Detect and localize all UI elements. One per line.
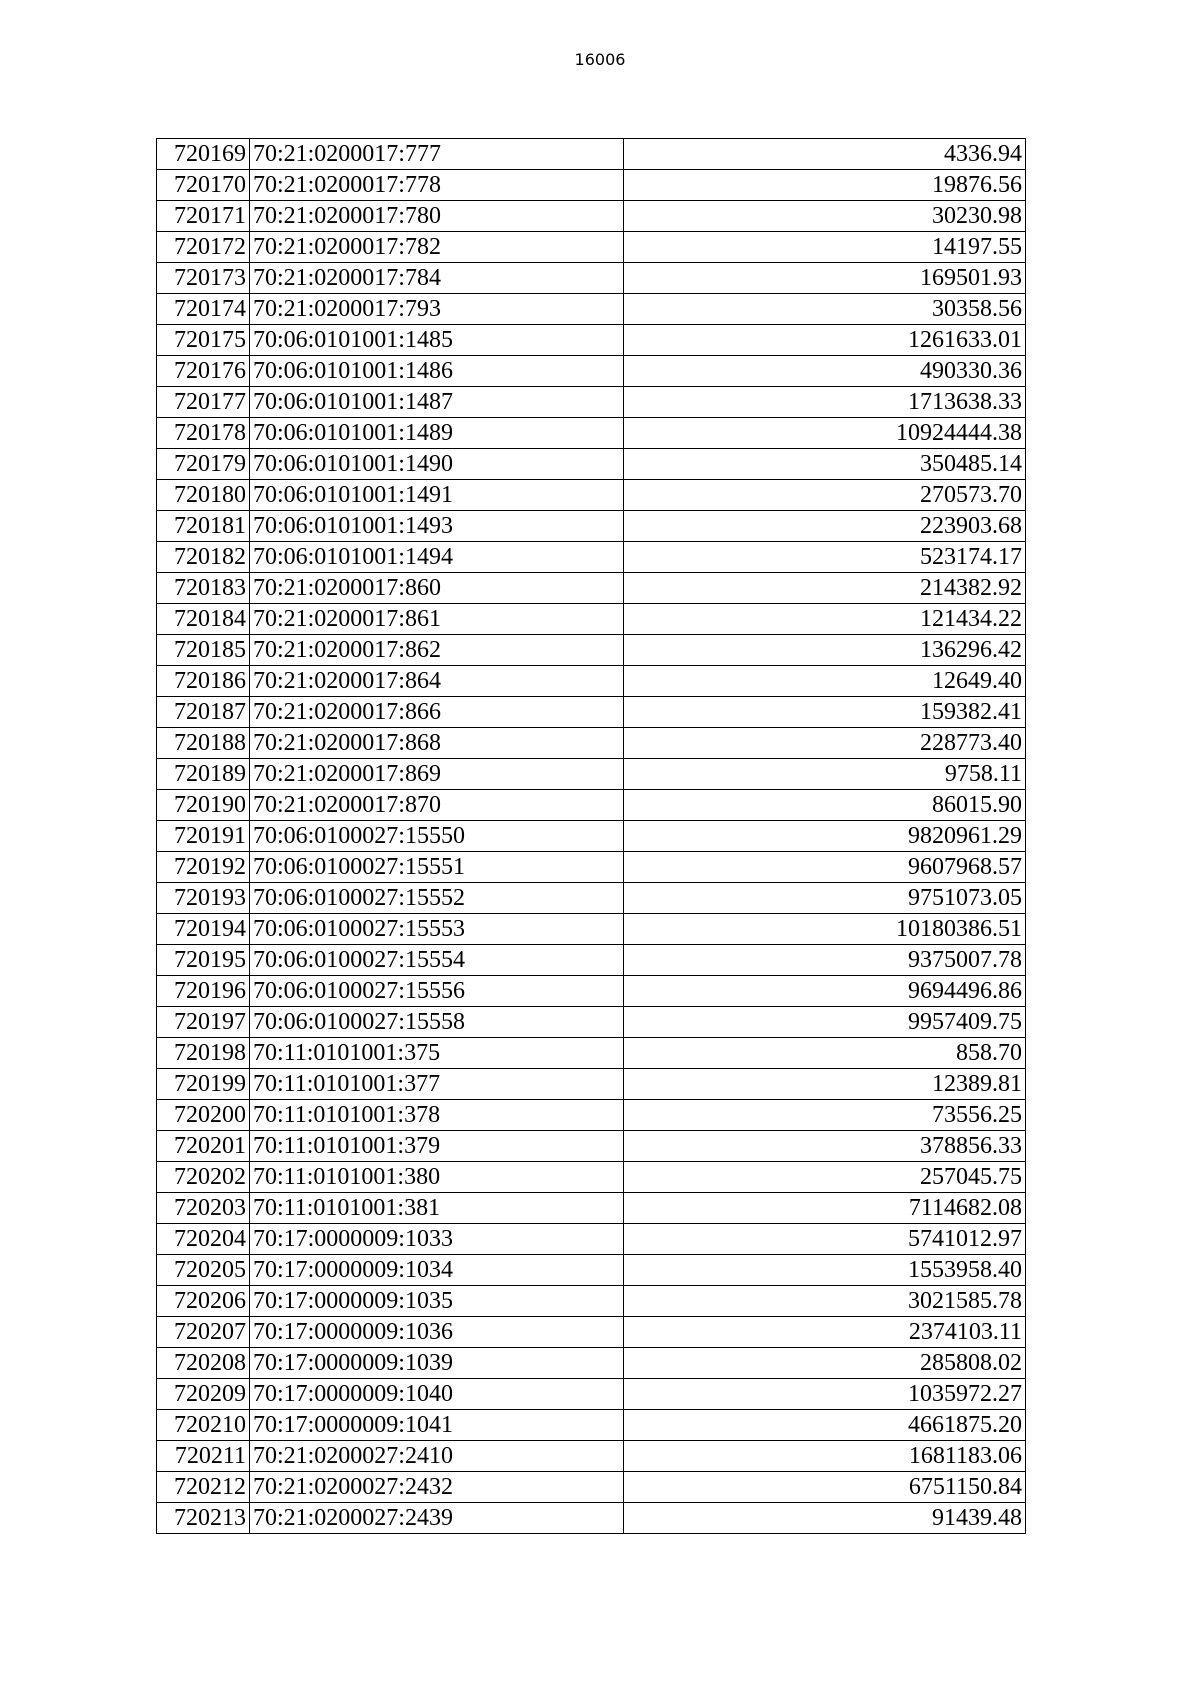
table-row (157, 1007, 1026, 1038)
table-row (157, 790, 1026, 821)
table-row (157, 1441, 1026, 1472)
cadastral-number-cell: 70:21:0200017:869 (249, 759, 623, 790)
cadastral-number-cell: 70:17:0000009:1034 (249, 1255, 623, 1286)
table-row (157, 1503, 1026, 1534)
cadastral-value-cell: 1713638.33 (623, 387, 1025, 418)
table-row (157, 666, 1026, 697)
cadastral-number-cell: 70:11:0101001:379 (249, 1131, 623, 1162)
cadastral-value-cell: 14197.55 (623, 232, 1025, 263)
cadastral-number-cell: 70:21:0200017:778 (249, 170, 623, 201)
table-row (157, 1162, 1026, 1193)
table-row (157, 976, 1026, 1007)
cadastral-number-cell: 70:11:0101001:378 (249, 1100, 623, 1131)
row-number-cell: 720176 (157, 356, 250, 387)
row-number-cell: 720184 (157, 604, 250, 635)
cadastral-value-cell: 4661875.20 (623, 1410, 1025, 1441)
table-row (157, 449, 1026, 480)
cadastral-value-cell: 7114682.08 (623, 1193, 1025, 1224)
row-number-cell: 720177 (157, 387, 250, 418)
cadastral-value-cell: 9694496.86 (623, 976, 1025, 1007)
row-number-cell: 720203 (157, 1193, 250, 1224)
cadastral-number-cell: 70:21:0200017:862 (249, 635, 623, 666)
row-number-cell: 720210 (157, 1410, 250, 1441)
row-number-cell: 720196 (157, 976, 250, 1007)
row-number-cell: 720212 (157, 1472, 250, 1503)
row-number-cell: 720201 (157, 1131, 250, 1162)
table-row (157, 1286, 1026, 1317)
cadastral-number-cell: 70:21:0200017:870 (249, 790, 623, 821)
cadastral-value-cell: 136296.42 (623, 635, 1025, 666)
cadastral-value-cell: 30358.56 (623, 294, 1025, 325)
table-row (157, 325, 1026, 356)
cadastral-value-cell: 3021585.78 (623, 1286, 1025, 1317)
table-row (157, 728, 1026, 759)
cadastral-number-cell: 70:21:0200017:861 (249, 604, 623, 635)
cadastral-value-cell: 858.70 (623, 1038, 1025, 1069)
row-number-cell: 720173 (157, 263, 250, 294)
table-row (157, 1379, 1026, 1410)
row-number-cell: 720197 (157, 1007, 250, 1038)
cadastral-value-cell: 86015.90 (623, 790, 1025, 821)
cadastral-value-cell: 214382.92 (623, 573, 1025, 604)
row-number-cell: 720178 (157, 418, 250, 449)
table-row (157, 1193, 1026, 1224)
cadastral-value-cell: 490330.36 (623, 356, 1025, 387)
cadastral-value-cell: 73556.25 (623, 1100, 1025, 1131)
table-row (157, 697, 1026, 728)
cadastral-number-cell: 70:11:0101001:380 (249, 1162, 623, 1193)
row-number-cell: 720207 (157, 1317, 250, 1348)
cadastral-value-cell: 9957409.75 (623, 1007, 1025, 1038)
cadastral-value-cell: 10924444.38 (623, 418, 1025, 449)
cadastral-number-cell: 70:06:0101001:1489 (249, 418, 623, 449)
row-number-cell: 720208 (157, 1348, 250, 1379)
cadastral-number-cell: 70:06:0100027:15551 (249, 852, 623, 883)
cadastral-number-cell: 70:21:0200017:780 (249, 201, 623, 232)
cadastral-value-cell: 350485.14 (623, 449, 1025, 480)
table-row (157, 635, 1026, 666)
cadastral-value-cell: 257045.75 (623, 1162, 1025, 1193)
cadastral-value-cell: 1681183.06 (623, 1441, 1025, 1472)
cadastral-number-cell: 70:11:0101001:377 (249, 1069, 623, 1100)
cadastral-number-cell: 70:06:0100027:15552 (249, 883, 623, 914)
cadastral-number-cell: 70:21:0200017:868 (249, 728, 623, 759)
row-number-cell: 720191 (157, 821, 250, 852)
cadastral-value-cell: 9375007.78 (623, 945, 1025, 976)
row-number-cell: 720169 (157, 139, 250, 170)
table-row (157, 201, 1026, 232)
table-row (157, 1131, 1026, 1162)
cadastral-value-cell: 2374103.11 (623, 1317, 1025, 1348)
cadastral-number-cell: 70:06:0101001:1485 (249, 325, 623, 356)
cadastral-number-cell: 70:17:0000009:1040 (249, 1379, 623, 1410)
cadastral-number-cell: 70:06:0100027:15554 (249, 945, 623, 976)
row-number-cell: 720187 (157, 697, 250, 728)
cadastral-number-cell: 70:06:0100027:15558 (249, 1007, 623, 1038)
cadastral-number-cell: 70:11:0101001:375 (249, 1038, 623, 1069)
cadastral-number-cell: 70:11:0101001:381 (249, 1193, 623, 1224)
table-row (157, 1255, 1026, 1286)
cadastral-value-cell: 9758.11 (623, 759, 1025, 790)
cadastral-value-cell: 19876.56 (623, 170, 1025, 201)
row-number-cell: 720200 (157, 1100, 250, 1131)
cadastral-value-cell: 1261633.01 (623, 325, 1025, 356)
row-number-cell: 720185 (157, 635, 250, 666)
row-number-cell: 720181 (157, 511, 250, 542)
row-number-cell: 720202 (157, 1162, 250, 1193)
row-number-cell: 720183 (157, 573, 250, 604)
table-row (157, 573, 1026, 604)
cadastral-value-cell: 10180386.51 (623, 914, 1025, 945)
cadastral-number-cell: 70:21:0200027:2432 (249, 1472, 623, 1503)
table-row (157, 1348, 1026, 1379)
table-row (157, 263, 1026, 294)
cadastral-number-cell: 70:06:0100027:15556 (249, 976, 623, 1007)
row-number-cell: 720204 (157, 1224, 250, 1255)
cadastral-value-cell: 91439.48 (623, 1503, 1025, 1534)
row-number-cell: 720190 (157, 790, 250, 821)
cadastral-number-cell: 70:21:0200017:864 (249, 666, 623, 697)
cadastral-number-cell: 70:21:0200027:2410 (249, 1441, 623, 1472)
cadastral-number-cell: 70:17:0000009:1039 (249, 1348, 623, 1379)
row-number-cell: 720175 (157, 325, 250, 356)
cadastral-number-cell: 70:21:0200017:866 (249, 697, 623, 728)
table-row (157, 1224, 1026, 1255)
cadastral-number-cell: 70:21:0200017:793 (249, 294, 623, 325)
cadastral-value-cell: 285808.02 (623, 1348, 1025, 1379)
cadastral-value-cell: 30230.98 (623, 201, 1025, 232)
row-number-cell: 720170 (157, 170, 250, 201)
row-number-cell: 720205 (157, 1255, 250, 1286)
table-row (157, 883, 1026, 914)
table-row (157, 1038, 1026, 1069)
row-number-cell: 720171 (157, 201, 250, 232)
table-row (157, 387, 1026, 418)
table-row (157, 1069, 1026, 1100)
cadastral-number-cell: 70:17:0000009:1036 (249, 1317, 623, 1348)
cadastral-value-cell: 9751073.05 (623, 883, 1025, 914)
row-number-cell: 720198 (157, 1038, 250, 1069)
table-row (157, 542, 1026, 573)
table-row (157, 1472, 1026, 1503)
row-number-cell: 720194 (157, 914, 250, 945)
cadastral-value-cell: 6751150.84 (623, 1472, 1025, 1503)
cadastral-value-cell: 12649.40 (623, 666, 1025, 697)
table-row (157, 604, 1026, 635)
cadastral-number-cell: 70:21:0200017:777 (249, 139, 623, 170)
row-number-cell: 720192 (157, 852, 250, 883)
cadastral-number-cell: 70:21:0200027:2439 (249, 1503, 623, 1534)
cadastral-value-table (156, 138, 1026, 1534)
cadastral-value-cell: 523174.17 (623, 542, 1025, 573)
table-row (157, 418, 1026, 449)
cadastral-number-cell: 70:06:0101001:1493 (249, 511, 623, 542)
cadastral-number-cell: 70:17:0000009:1041 (249, 1410, 623, 1441)
cadastral-number-cell: 70:06:0101001:1490 (249, 449, 623, 480)
table-row (157, 1317, 1026, 1348)
cadastral-value-cell: 1035972.27 (623, 1379, 1025, 1410)
table-row (157, 1410, 1026, 1441)
cadastral-number-cell: 70:17:0000009:1035 (249, 1286, 623, 1317)
cadastral-value-cell: 9820961.29 (623, 821, 1025, 852)
row-number-cell: 720188 (157, 728, 250, 759)
row-number-cell: 720209 (157, 1379, 250, 1410)
table-row (157, 232, 1026, 263)
cadastral-number-cell: 70:06:0101001:1494 (249, 542, 623, 573)
cadastral-number-cell: 70:06:0100027:15553 (249, 914, 623, 945)
cadastral-number-cell: 70:21:0200017:784 (249, 263, 623, 294)
row-number-cell: 720211 (157, 1441, 250, 1472)
cadastral-value-cell: 9607968.57 (623, 852, 1025, 883)
cadastral-number-cell: 70:21:0200017:860 (249, 573, 623, 604)
row-number-cell: 720182 (157, 542, 250, 573)
row-number-cell: 720206 (157, 1286, 250, 1317)
cadastral-value-cell: 223903.68 (623, 511, 1025, 542)
cadastral-number-cell: 70:06:0101001:1487 (249, 387, 623, 418)
row-number-cell: 720174 (157, 294, 250, 325)
table-row (157, 1100, 1026, 1131)
cadastral-value-cell: 159382.41 (623, 697, 1025, 728)
cadastral-value-cell: 4336.94 (623, 139, 1025, 170)
table-row (157, 294, 1026, 325)
cadastral-value-cell: 5741012.97 (623, 1224, 1025, 1255)
table-row (157, 480, 1026, 511)
row-number-cell: 720172 (157, 232, 250, 263)
cadastral-value-cell: 169501.93 (623, 263, 1025, 294)
table-row (157, 170, 1026, 201)
table-row (157, 759, 1026, 790)
row-number-cell: 720199 (157, 1069, 250, 1100)
cadastral-value-cell: 270573.70 (623, 480, 1025, 511)
cadastral-value-cell: 121434.22 (623, 604, 1025, 635)
table-row (157, 511, 1026, 542)
table-row (157, 852, 1026, 883)
cadastral-value-cell: 12389.81 (623, 1069, 1025, 1100)
row-number-cell: 720189 (157, 759, 250, 790)
cadastral-value-cell: 228773.40 (623, 728, 1025, 759)
row-number-cell: 720186 (157, 666, 250, 697)
cadastral-number-cell: 70:21:0200017:782 (249, 232, 623, 263)
cadastral-number-cell: 70:06:0101001:1486 (249, 356, 623, 387)
cadastral-number-cell: 70:06:0100027:15550 (249, 821, 623, 852)
cadastral-value-cell: 378856.33 (623, 1131, 1025, 1162)
row-number-cell: 720180 (157, 480, 250, 511)
row-number-cell: 720213 (157, 1503, 250, 1534)
table-row (157, 945, 1026, 976)
cadastral-number-cell: 70:06:0101001:1491 (249, 480, 623, 511)
table-row (157, 356, 1026, 387)
cadastral-value-cell: 1553958.40 (623, 1255, 1025, 1286)
page-number: 16006 (574, 50, 626, 69)
row-number-cell: 720193 (157, 883, 250, 914)
table-row (157, 914, 1026, 945)
row-number-cell: 720179 (157, 449, 250, 480)
table-row (157, 821, 1026, 852)
row-number-cell: 720195 (157, 945, 250, 976)
table-body (157, 139, 1026, 1534)
cadastral-number-cell: 70:17:0000009:1033 (249, 1224, 623, 1255)
table-row (157, 139, 1026, 170)
